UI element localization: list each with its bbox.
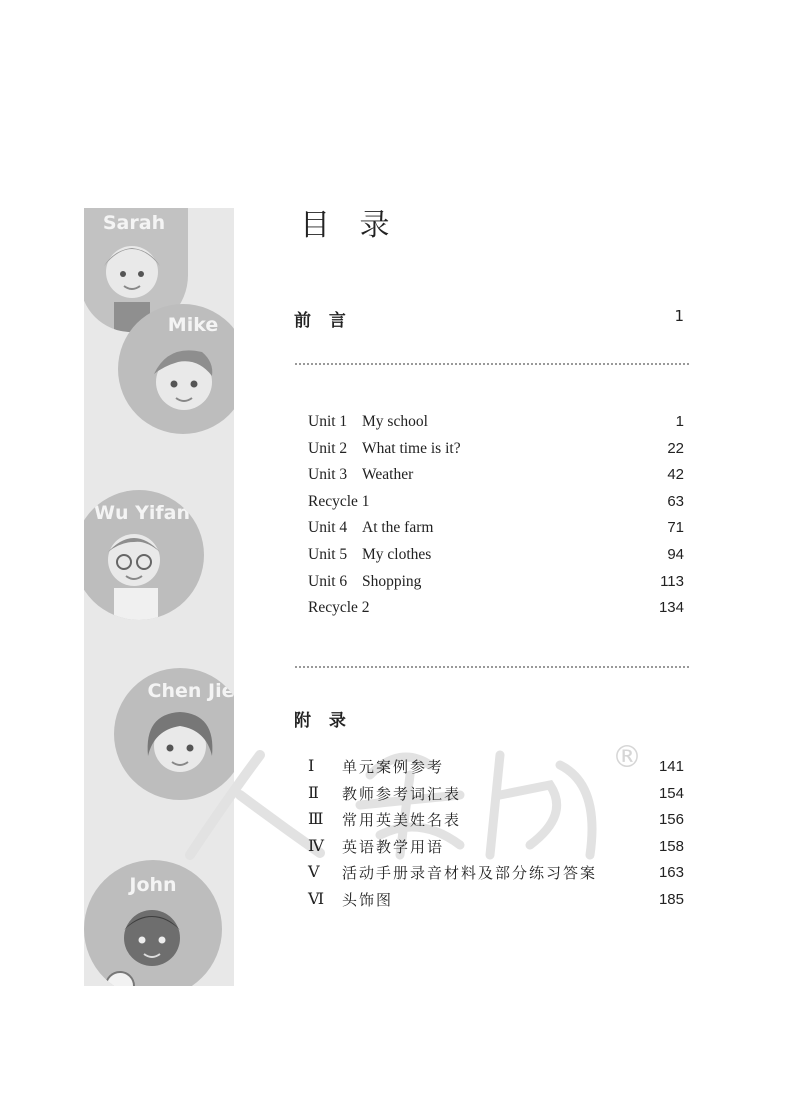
entry-label: Unit 5 (308, 545, 348, 563)
preface-heading: 前 言 (294, 311, 352, 331)
entry-label: Unit 6 (308, 572, 348, 590)
avatar-name: Wu Yifan (94, 502, 190, 524)
page-title: 目 录 (300, 208, 400, 243)
entry-page: 185 (658, 890, 684, 908)
entry-title: 活动手册录音材料及部分练习答案 (342, 864, 598, 883)
entry-title: 单元案例参考 (342, 758, 445, 776)
entry-title: 教师参考词汇表 (342, 784, 462, 803)
entry-page: 154 (658, 784, 684, 802)
toc-entry[interactable] (308, 834, 684, 861)
entry-page: 71 (667, 519, 684, 537)
toc-entry[interactable] (308, 489, 684, 516)
entry-page: 63 (667, 492, 684, 510)
toc-entry[interactable] (308, 807, 684, 834)
entry-title: My school (362, 413, 428, 430)
entry-title: 头饰图 (342, 890, 394, 909)
avatar-chen-jie (114, 668, 234, 800)
entry-title: 常用英美姓名表 (342, 811, 462, 830)
toc-entry[interactable] (308, 887, 684, 914)
entry-page: 42 (667, 466, 684, 484)
toc-entry[interactable] (308, 409, 684, 436)
toc-entry[interactable] (308, 595, 684, 622)
dotted-divider (294, 363, 690, 365)
toc-entry[interactable] (308, 754, 684, 781)
toc-entry[interactable] (308, 860, 684, 887)
appendix-list (308, 754, 684, 914)
entry-page: 22 (667, 439, 684, 457)
entry-numeral: Ⅳ (308, 837, 324, 855)
toc-entry[interactable] (308, 436, 684, 463)
unit-list (308, 409, 684, 622)
entry-title: Weather (362, 466, 414, 484)
entry-title: 英语教学用语 (342, 837, 445, 856)
avatar-name: John (129, 874, 177, 896)
toc-entry[interactable] (308, 462, 684, 489)
dotted-divider (294, 666, 690, 668)
entry-label: Unit 1 (308, 413, 348, 430)
entry-label: Recycle 1 (308, 492, 370, 510)
entry-numeral: Ⅴ (308, 864, 320, 882)
entry-page: 141 (658, 758, 684, 775)
character-strip (84, 208, 234, 986)
entry-numeral: Ⅰ (308, 758, 315, 775)
avatar-name: Chen Jie (147, 680, 234, 702)
entry-page: 94 (667, 545, 684, 563)
avatar-name: Mike (167, 314, 219, 336)
entry-page: 158 (658, 837, 684, 855)
entry-numeral: Ⅱ (308, 784, 319, 802)
entry-page: 113 (660, 572, 684, 590)
entry-title: My clothes (362, 545, 432, 563)
appendix-heading: 附 录 (294, 711, 352, 731)
preface-page-number: 1 (674, 307, 684, 325)
avatar-mike (118, 304, 234, 434)
registered-mark: ® (612, 740, 642, 775)
entry-page: 134 (658, 599, 684, 617)
avatar-john (84, 860, 222, 986)
entry-numeral: Ⅵ (308, 890, 325, 908)
avatar-wu-yifan (84, 490, 204, 620)
avatar-name: Sarah (102, 212, 166, 234)
entry-title: At the farm (362, 519, 434, 537)
entry-label: Unit 4 (308, 519, 348, 537)
entry-label: Unit 3 (308, 466, 348, 484)
entry-title: Shopping (362, 572, 422, 590)
toc-entry[interactable] (308, 781, 684, 808)
entry-page: 156 (658, 811, 684, 829)
toc-entry[interactable] (308, 515, 684, 542)
entry-label: Recycle 2 (308, 599, 370, 617)
entry-title: What time is it? (362, 439, 461, 457)
toc-entry[interactable] (308, 569, 684, 596)
entry-label: Unit 2 (308, 439, 348, 457)
entry-numeral: Ⅲ (308, 811, 324, 829)
entry-page: 1 (675, 413, 684, 430)
toc-entry[interactable] (308, 542, 684, 569)
entry-page: 163 (658, 864, 684, 882)
